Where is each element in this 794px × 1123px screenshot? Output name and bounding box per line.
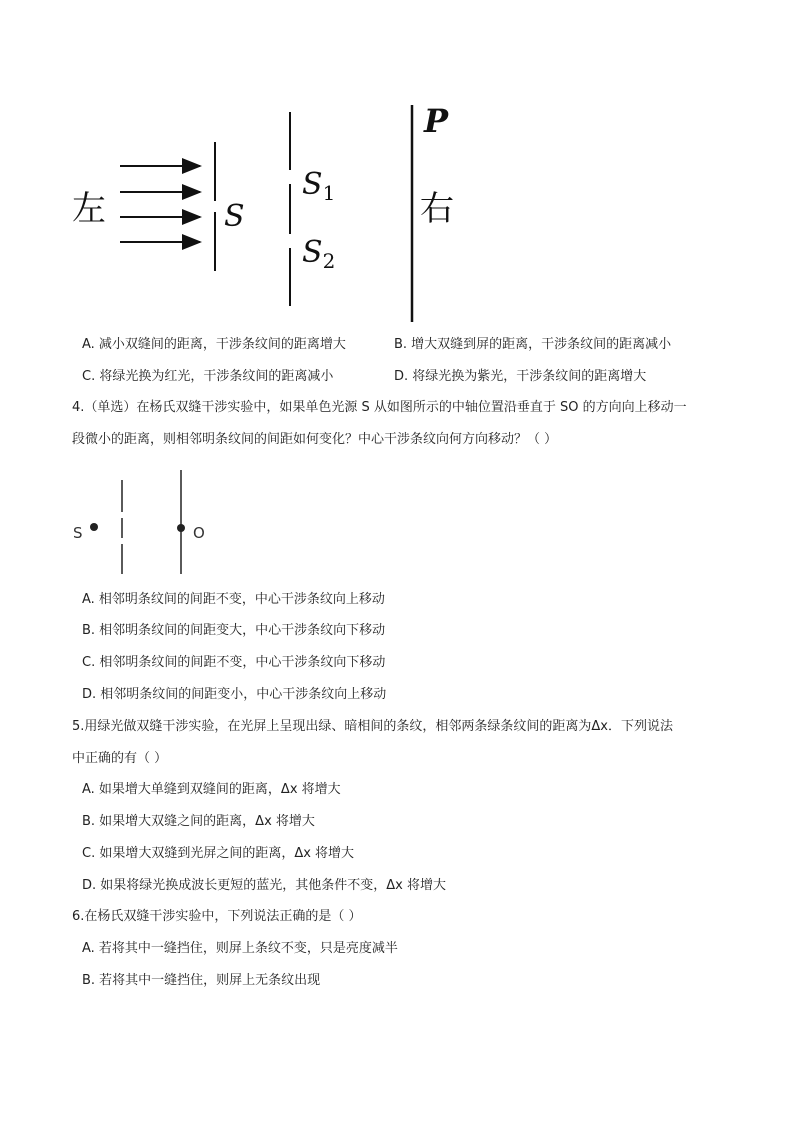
slit-s1-label: $S_1$ xyxy=(302,167,336,205)
q6-stem: 6.在杨氏双缝干涉实验中，下列说法正确的是（ ） xyxy=(72,909,362,924)
source-dot xyxy=(90,523,98,531)
q5-option-c: C. 如果增大双缝到光屏之间的距离，Δx 将增大 xyxy=(82,846,355,861)
screen-p-label: P xyxy=(424,102,449,140)
q3-option-c: C. 将绿光换为红光，干涉条纹间的距离减小 xyxy=(82,369,334,384)
q6-option-a: A. 若将其中一缝挡住，则屏上条纹不变，只是亮度减半 xyxy=(82,941,398,956)
q3-option-b: B. 增大双缝到屏的距离，干涉条纹间的距离减小 xyxy=(394,337,672,352)
q4-stem-line2: 段微小的距离，则相邻明条纹间的间距如何变化？中心干涉条纹向何方向移动？（ ） xyxy=(72,432,558,447)
point-o-label: O xyxy=(193,524,205,542)
q6-option-b: B. 若将其中一缝挡住，则屏上无条纹出现 xyxy=(82,973,321,988)
q4-stem-line1: 4.（单选）在杨氏双缝干涉实验中，如果单色光源 S 从如图所示的中轴位置沿垂直于 SO 的方向向上移动一 xyxy=(72,400,687,415)
center-point-dot xyxy=(177,524,185,532)
source-shift-diagram xyxy=(0,462,794,582)
left-label: 左 xyxy=(72,189,106,229)
q4-option-b: B. 相邻明条纹间的间距变大，中心干涉条纹向下移动 xyxy=(82,623,386,638)
q5-option-a: A. 如果增大单缝到双缝间的距离，Δx 将增大 xyxy=(82,782,341,797)
q5-stem-line2: 中正确的有（ ） xyxy=(72,751,168,766)
q5-stem-line1: 5.用绿光做双缝干涉实验，在光屏上呈现出绿、暗相间的条纹，相邻两条绿条纹间的距离为Δx．下列说法 xyxy=(72,719,673,734)
q5-option-b: B. 如果增大双缝之间的距离，Δx 将增大 xyxy=(82,814,315,829)
slit-s-label: S xyxy=(224,199,245,234)
source-s-label: S xyxy=(73,524,83,542)
q5-option-d: D. 如果将绿光换成波长更短的蓝光，其他条件不变，Δx 将增大 xyxy=(82,878,446,893)
q4-option-a: A. 相邻明条纹间的间距不变，中心干涉条纹向上移动 xyxy=(82,592,385,607)
right-label: 右 xyxy=(420,189,454,229)
slit-s2-label: $S_2$ xyxy=(302,235,336,273)
q3-option-a: A. 减小双缝间的距离，干涉条纹间的距离增大 xyxy=(82,337,346,352)
q4-option-d: D. 相邻明条纹间的间距变小，中心干涉条纹向上移动 xyxy=(82,687,387,702)
q4-option-c: C. 相邻明条纹间的间距不变，中心干涉条纹向下移动 xyxy=(82,655,386,670)
double-slit-diagram xyxy=(0,0,794,330)
q3-option-d: D. 将绿光换为紫光，干涉条纹间的距离增大 xyxy=(394,369,647,384)
